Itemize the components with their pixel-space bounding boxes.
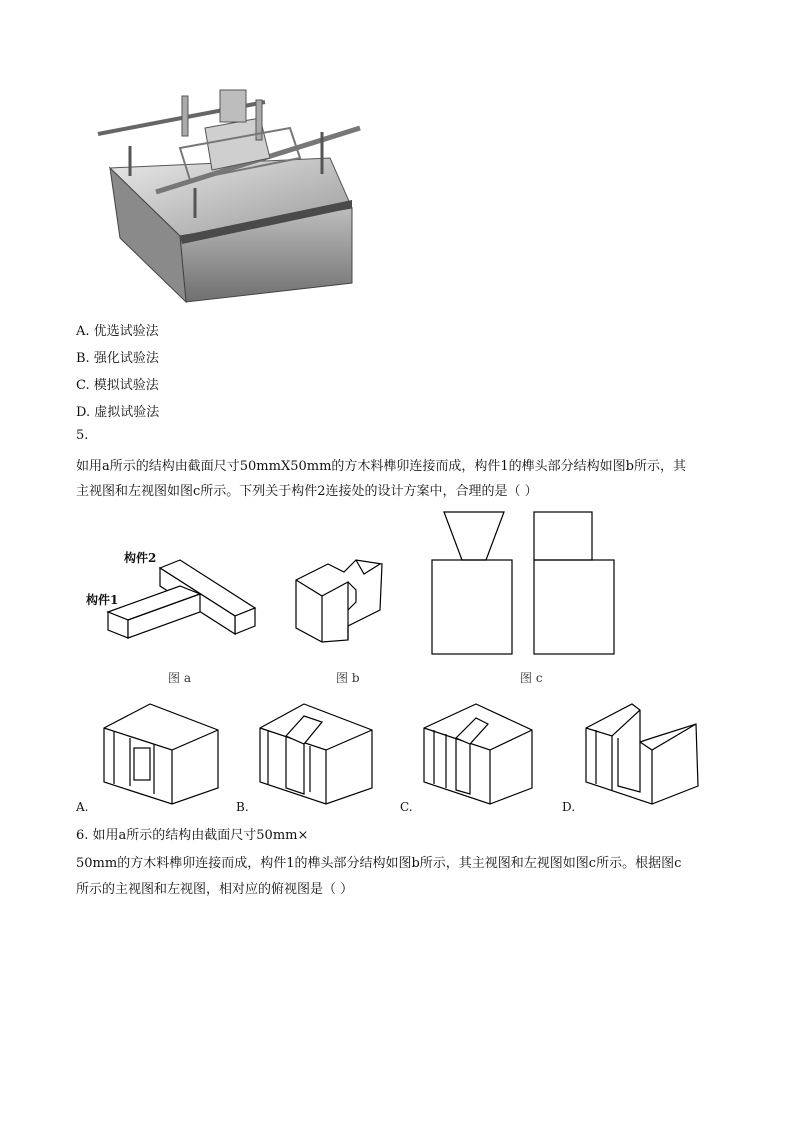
q6-line3: 所示的主视图和左视图，相对应的俯视图是（ ） (76, 882, 354, 897)
q4-option-a: A. 优选试验法 (76, 324, 159, 339)
q5-number: 5. (76, 428, 89, 443)
option-a-figure (100, 700, 220, 808)
figure-a-caption: 图 a (168, 671, 191, 685)
q5-stem-line1: 如用a所示的结构由截面尺寸50mmX50mm的方木料榫卯连接而成，构件1的榫头部分结构如图b所示，其 (76, 459, 686, 474)
test-machine-photo (90, 88, 370, 310)
option-c-figure (420, 700, 540, 808)
figure-c-caption: 图 c (520, 671, 543, 685)
q5-option-d-label: D. (562, 800, 576, 814)
option-b-figure (256, 700, 376, 808)
q4-option-b: B. 强化试验法 (76, 351, 159, 366)
q4-option-c: C. 模拟试验法 (76, 378, 159, 393)
figure-a-part2-label: 构件2 (124, 551, 157, 565)
figure-b (292, 550, 392, 650)
figure-c (428, 508, 618, 658)
q5-option-c-label: C. (400, 800, 413, 814)
q6-line1: 6. 如用a所示的结构由截面尺寸50mm× (76, 828, 309, 843)
option-d-figure (582, 700, 702, 808)
q4-option-d: D. 虚拟试验法 (76, 405, 160, 420)
figure-b-caption: 图 b (336, 671, 360, 685)
q6-line2: 50mm的方木料榫卯连接而成，构件1的榫头部分结构如图b所示，其主视图和左视图如图c所示。根据图c (76, 856, 682, 871)
q5-stem-line2: 主视图和左视图如图c所示。下列关于构件2连接处的设计方案中，合理的是（ ） (76, 484, 538, 499)
q5-option-a-label: A. (76, 800, 89, 814)
q5-option-b-label: B. (236, 800, 249, 814)
figure-a-part1-label: 构件1 (86, 593, 119, 607)
